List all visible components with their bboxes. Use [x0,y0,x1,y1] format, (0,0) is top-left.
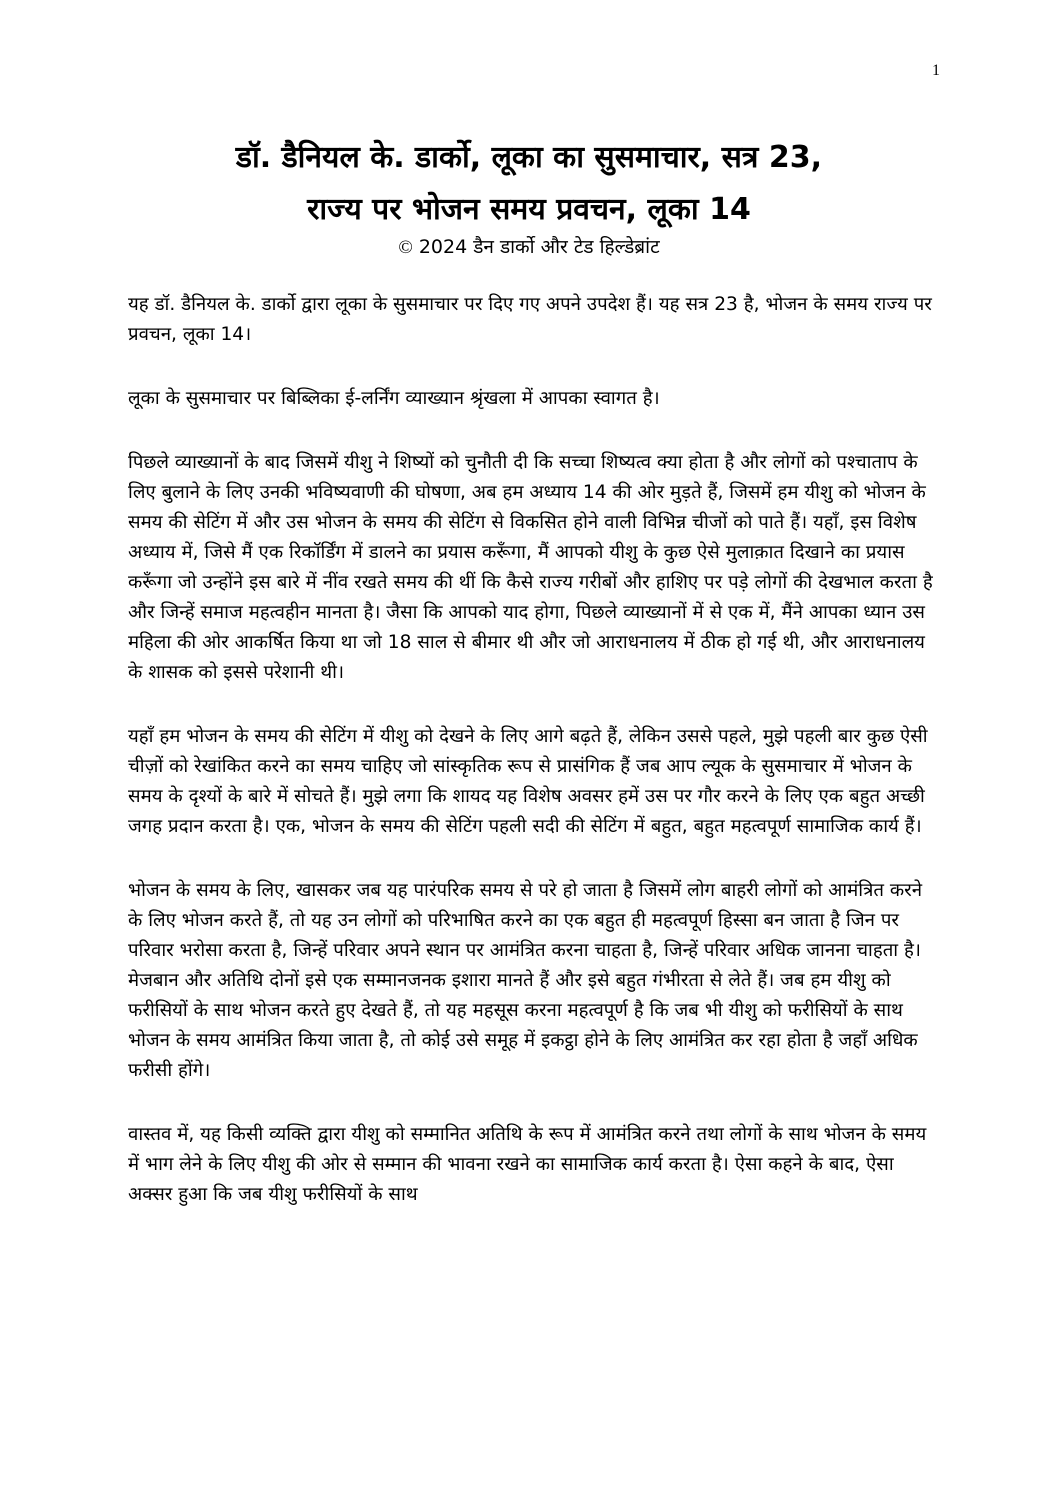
copyright-symbol: © [398,237,413,258]
paragraph-previous-lectures: पिछले व्याख्यानों के बाद जिसमें यीशु ने शिष्यों को चुनौती दी कि सच्चा शिष्यत्व क्या होता है और लोगों को पश्चाताप के लिए बुलाने के लिए उनकी भविष्यवाणी की घोषणा, अब हम अध्याय 14 की ओर मुड़ते हैं, जिसमें हम यीशु को भोजन के समय की सेटिंग में और उस भोजन के समय की सेटिंग से विकसित होने वाली विभिन्न चीजों को पाते हैं। यहाँ, इस विशेष अध्याय में, जिसे मैं एक रिकॉर्डिंग में डालने का प्रयास करूँगा, मैं आपको यीशु के कुछ ऐसे मुलाक़ात दिखाने का प्रयास करूँगा जो उन्होंने इस बारे में नींव रखते समय की थीं कि कैसे राज्य गरीबों और हाशिए पर पड़े लोगों की देखभाल करता है और जिन्हें समाज महत्वहीन मानता है। जैसा कि आपको याद होगा, पिछले व्याख्यानों में से एक में, मैंने आपका ध्यान उस महिला की ओर आकर्षित किया था जो 18 साल से बीमार थी और जो आराधनालय में ठीक हो गई थी, और आराधनालय के शासक को इससे परेशानी थी। [128,452,933,683]
paragraph-mealtime-significance: भोजन के समय के लिए, खासकर जब यह पारंपरिक समय से परे हो जाता है जिसमें लोग बाहरी लोगों को आमंत्रित करने के लिए भोजन करते हैं, तो यह उन लोगों को परिभाषित करने का एक बहुत ही महत्वपूर्ण हिस्सा बन जाता है जिन पर परिवार भरोसा करता है, जिन्हें परिवार अपने स्थान पर आमंत्रित करना चाहता है, जिन्हें परिवार अधिक जानना चाहता है। मेजबान और अतिथि दोनों इसे एक सम्मानजनक इशारा मानते हैं और इसे बहुत गंभीरता से लेते हैं। जब हम यीशु को फरीसियों के साथ भोजन करते हुए देखते हैं, तो यह महसूस करना महत्वपूर्ण है कि जब भी यीशु को फरीसियों के साथ भोजन के समय आमंत्रित किया जाता है, तो कोई उसे समूह में इकट्ठा होने के लिए आमंत्रित कर रहा होता है जहाँ अधिक फरीसी होंगे। [128,880,923,1081]
paragraph-intro: यह डॉ. डैनियल के. डार्को द्वारा लूका के सुसमाचार पर दिए गए अपने उपदेश हैं। यह सत्र 23 है, भोजन के समय राज्य पर प्रवचन, लूका 14। [128,294,932,345]
copyright-line [100,234,958,261]
paragraph-mealtime-setting: यहाँ हम भोजन के समय की सेटिंग में यीशु को देखने के लिए आगे बढ़ते हैं, लेकिन उससे पहले, मुझे पहली बार कुछ ऐसी चीज़ों को रेखांकित करने का समय चाहिए जो सांस्कृतिक रूप से प्रासंगिक हैं जब आप ल्यूक के सुसमाचार में भोजन के समय के दृश्यों के बारे में सोचते हैं। मुझे लगा कि शायद यह विशेष अवसर हमें उस पर गौर करने के लिए एक बहुत अच्छी जगह प्रदान करता है। एक, भोजन के समय की सेटिंग पहली सदी की सेटिंग में बहुत, बहुत महत्वपूर्ण सामाजिक कार्य हैं। [128,726,928,837]
copyright-text: 2024 डैन डार्को और टेड हिल्डेब्रांट [418,236,660,258]
title-line-2: राज्य पर भोजन समय प्रवचन, लूका 14 [307,192,751,227]
paragraph-honored-guest: वास्तव में, यह किसी व्यक्ति द्वारा यीशु को सम्मानित अतिथि के रूप में आमंत्रित करने तथा लोगों के साथ भोजन के समय में भाग लेने के लिए यीशु की ओर से सम्मान की भावना रखने का सामाजिक कार्य करता है। ऐसा कहने के बाद, ऐसा अक्सर हुआ कि जब यीशु फरीसियों के साथ [128,1124,927,1205]
page-number: 1 [932,62,940,79]
paragraph-welcome: लूका के सुसमाचार पर बिब्लिका ई-लर्निंग व्याख्यान श्रृंखला में आपका स्वागत है। [128,388,660,409]
title-line-1: डॉ. डैनियल के. डार्को, लूका का सुसमाचार, सत्र 23, [235,140,823,175]
page-title [100,132,958,236]
document-body [128,290,936,1244]
